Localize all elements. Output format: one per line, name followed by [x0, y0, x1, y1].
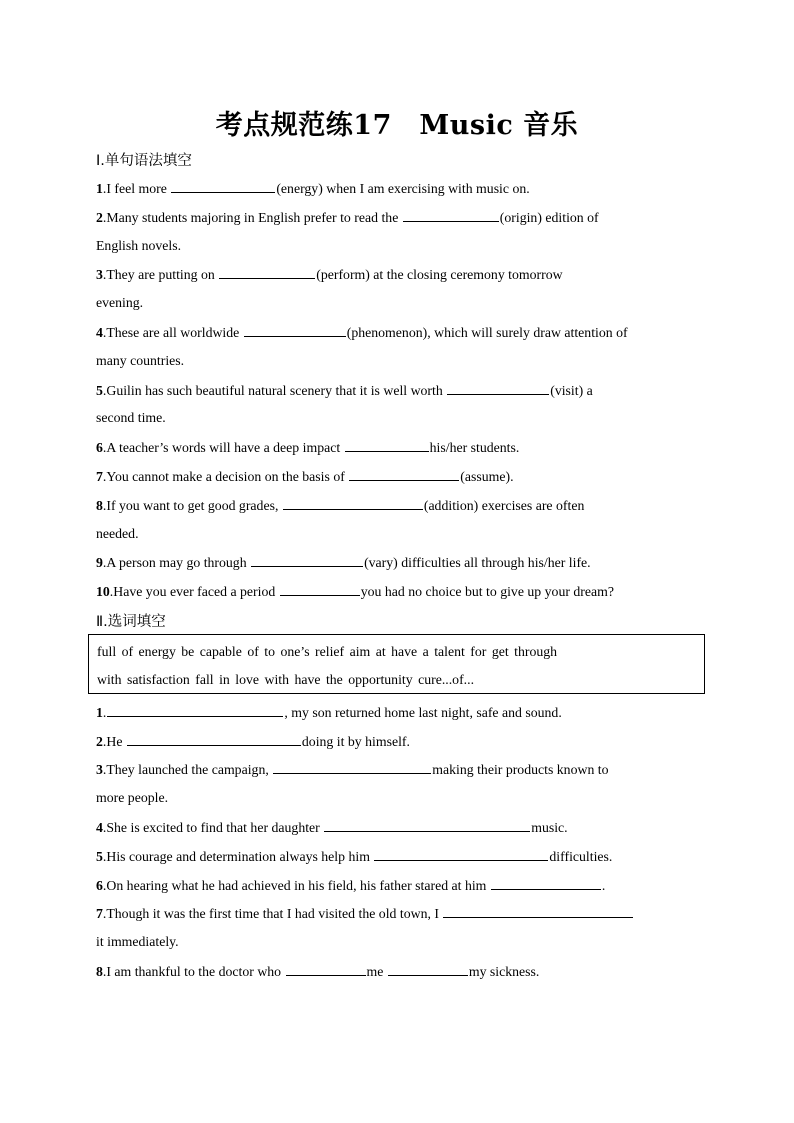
answer-blank[interactable]: [403, 208, 499, 222]
section-heading-grammar: Ⅰ.单句语法填空: [96, 153, 192, 169]
question-text: .Have you ever faced a period: [109, 584, 279, 599]
question-text: .: [102, 705, 107, 720]
word-bank-row-1: full of energy be capable of to one’s relief aim at have a talent for get through: [97, 644, 558, 659]
question-2-7: [96, 904, 634, 923]
question-1-1: [96, 179, 530, 198]
question-2-3: [96, 760, 609, 779]
question-1-4-cont: many countries.: [96, 353, 185, 368]
question-text: making their products known to: [432, 762, 609, 777]
question-text: .If you want to get good grades,: [102, 498, 282, 513]
question-number: 3: [96, 267, 103, 282]
question-2-4: [96, 818, 568, 837]
question-1-3: [96, 265, 563, 284]
question-text: (phenomenon), which will surely draw attention of: [346, 325, 628, 340]
question-text: .On hearing what he had achieved in his field, his father stared at him: [102, 878, 490, 893]
question-text: (origin) edition of: [499, 210, 599, 225]
question-number: 10: [96, 584, 110, 599]
question-text: .She is excited to find that her daughter: [102, 820, 324, 835]
word-bank-box: [88, 634, 705, 694]
question-text: .His courage and determination always help him: [102, 849, 374, 864]
answer-blank[interactable]: [491, 876, 601, 890]
question-text: (addition) exercises are often: [423, 498, 585, 513]
question-number: 9: [96, 555, 103, 570]
question-text: (vary) difficulties all through his/her life.: [364, 555, 591, 570]
answer-blank[interactable]: [219, 265, 315, 279]
question-2-5: [96, 847, 612, 866]
question-1-8: [96, 496, 584, 515]
question-1-2-cont: English novels.: [96, 238, 182, 253]
question-text: .: [601, 878, 606, 893]
question-1-6: [96, 438, 519, 457]
question-number: 6: [96, 440, 103, 455]
question-number: 2: [96, 210, 103, 225]
answer-blank[interactable]: [349, 467, 459, 481]
answer-blank[interactable]: [374, 847, 548, 861]
question-text: .Guilin has such beautiful natural scenery that it is well worth: [102, 383, 447, 398]
question-number: 7: [96, 469, 103, 484]
question-text: (perform) at the closing ceremony tomorrow: [316, 267, 563, 282]
question-text: .I am thankful to the doctor who: [102, 964, 285, 979]
question-2-8: [96, 962, 539, 981]
answer-blank[interactable]: [127, 732, 301, 746]
question-text: , my son returned home last night, safe and sound.: [284, 705, 562, 720]
question-text: difficulties.: [549, 849, 613, 864]
page-title: 考点规范练17 Music 音乐: [215, 110, 579, 141]
question-text: .These are all worldwide: [102, 325, 243, 340]
question-text: .They are putting on: [102, 267, 219, 282]
question-number: 7: [96, 906, 103, 921]
answer-blank[interactable]: [283, 496, 423, 510]
question-number: 8: [96, 964, 103, 979]
question-number: 6: [96, 878, 103, 893]
question-text: .Though it was the first time that I had visited the old town, I: [102, 906, 443, 921]
question-text: (energy) when I am exercising with music on.: [276, 181, 530, 196]
question-text: .I feel more: [102, 181, 171, 196]
word-bank-row-2: with satisfaction fall in love with have the opportunity cure...of...: [97, 672, 475, 687]
answer-blank[interactable]: [244, 323, 346, 337]
answer-blank[interactable]: [447, 381, 549, 395]
answer-blank[interactable]: [286, 962, 366, 976]
answer-blank[interactable]: [273, 760, 431, 774]
question-2-6: [96, 876, 605, 895]
answer-blank[interactable]: [324, 818, 530, 832]
question-1-8-cont: needed.: [96, 526, 139, 541]
question-text: doing it by himself.: [301, 734, 410, 749]
question-text: music.: [531, 820, 568, 835]
question-text: his/her students.: [429, 440, 520, 455]
question-2-1: [96, 703, 562, 722]
question-1-3-cont: evening.: [96, 295, 144, 310]
question-number: 1: [96, 181, 103, 196]
question-text: my sickness.: [468, 964, 540, 979]
question-2-2: [96, 732, 410, 751]
question-1-10: [96, 582, 614, 601]
answer-blank[interactable]: [388, 962, 468, 976]
question-2-3-cont: more people.: [96, 790, 169, 805]
answer-blank[interactable]: [251, 553, 363, 567]
question-number: 5: [96, 383, 103, 398]
question-text: .He: [102, 734, 126, 749]
question-1-5: [96, 381, 593, 400]
question-text: .A teacher’s words will have a deep impact: [102, 440, 344, 455]
question-text: me: [366, 964, 387, 979]
answer-blank[interactable]: [443, 904, 633, 918]
question-number: 4: [96, 325, 103, 340]
question-number: 4: [96, 820, 103, 835]
question-1-2: [96, 208, 599, 227]
question-number: 2: [96, 734, 103, 749]
section-heading-word-choice: Ⅱ.选词填空: [96, 614, 166, 630]
question-text: .They launched the campaign,: [102, 762, 273, 777]
question-1-5-cont: second time.: [96, 410, 166, 425]
answer-blank[interactable]: [280, 582, 360, 596]
question-number: 5: [96, 849, 103, 864]
question-1-7: [96, 467, 514, 486]
question-1-4: [96, 323, 628, 342]
question-text: .You cannot make a decision on the basis of: [102, 469, 349, 484]
question-text: (assume).: [460, 469, 514, 484]
answer-blank[interactable]: [171, 179, 275, 193]
question-text: .Many students majoring in English prefer to read the: [102, 210, 402, 225]
question-text: you had no choice but to give up your dream?: [360, 584, 614, 599]
question-number: 1: [96, 705, 103, 720]
question-number: 3: [96, 762, 103, 777]
question-1-9: [96, 553, 591, 572]
question-text: (visit) a: [550, 383, 593, 398]
question-number: 8: [96, 498, 103, 513]
question-2-7-cont: it immediately.: [96, 934, 179, 949]
answer-blank[interactable]: [107, 703, 283, 717]
answer-blank[interactable]: [345, 438, 429, 452]
question-text: .A person may go through: [102, 555, 251, 570]
